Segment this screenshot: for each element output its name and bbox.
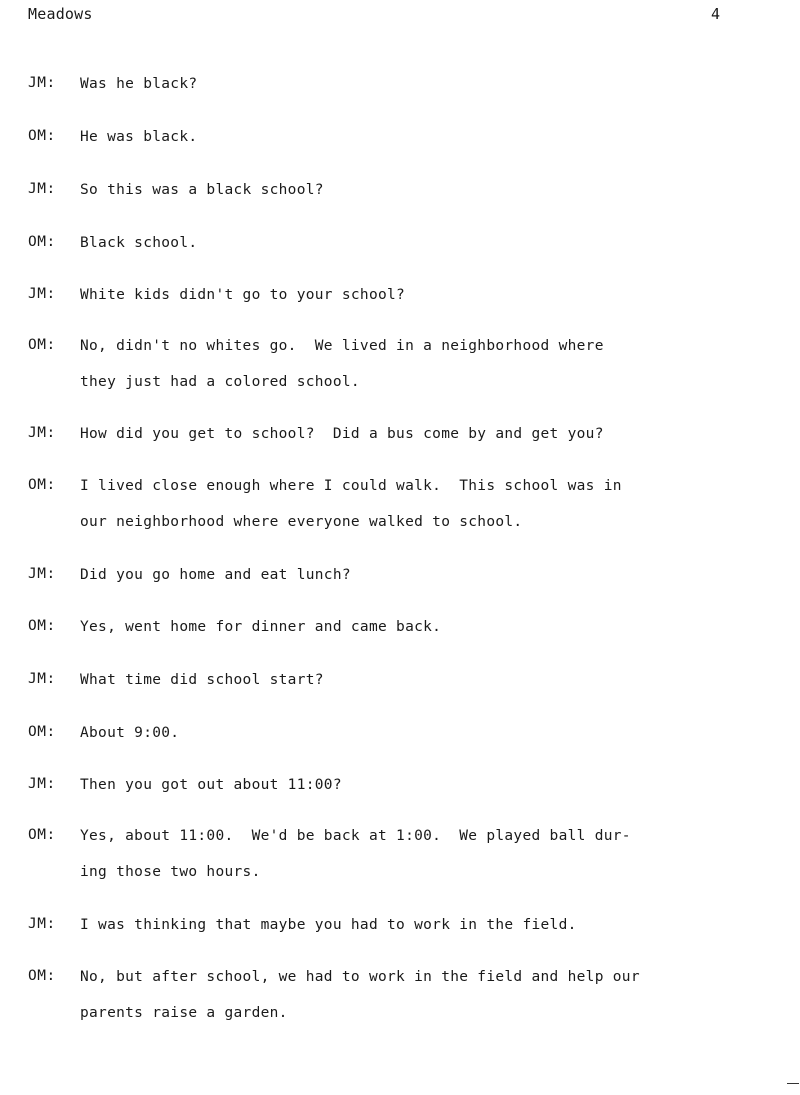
speaker-label: OM:	[28, 128, 56, 144]
header-name: Meadows	[28, 5, 93, 23]
utterance-line: So this was a black school?	[80, 182, 324, 198]
speaker-label: JM:	[28, 286, 56, 302]
utterance-line: Yes, about 11:00. We'd be back at 1:00. We played ball dur-	[80, 828, 631, 844]
utterance-text	[80, 671, 760, 707]
utterance-line: He was black.	[80, 129, 198, 145]
utterance-text	[80, 75, 760, 111]
utterance-line: About 9:00.	[80, 725, 180, 741]
speaker-label: JM:	[28, 425, 56, 441]
utterance-line: Black school.	[80, 235, 198, 251]
speaker-label: OM:	[28, 618, 56, 634]
utterance-line: What time did school start?	[80, 672, 324, 688]
speaker-label: OM:	[28, 827, 56, 843]
utterance-line: I lived close enough where I could walk. This school was in	[80, 478, 622, 494]
speaker-label: JM:	[28, 75, 56, 91]
speaker-label: JM:	[28, 776, 56, 792]
utterance-text	[80, 968, 760, 1040]
utterance-line: Yes, went home for dinner and came back.	[80, 619, 442, 635]
utterance-text	[80, 337, 760, 409]
speaker-label: JM:	[28, 181, 56, 197]
speaker-label: JM:	[28, 671, 56, 687]
utterance-text	[80, 477, 760, 549]
utterance-line: parents raise a garden.	[80, 1005, 288, 1021]
utterance-text	[80, 566, 760, 602]
utterance-line: Then you got out about 11:00?	[80, 777, 342, 793]
utterance-line: No, but after school, we had to work in the field and help our	[80, 969, 640, 985]
utterance-text	[80, 128, 760, 164]
utterance-text	[80, 286, 760, 322]
utterance-line: they just had a colored school.	[80, 374, 360, 390]
utterance-line: White kids didn't go to your school?	[80, 287, 406, 303]
margin-mark	[787, 1083, 799, 1084]
utterance-line: our neighborhood where everyone walked to school.	[80, 514, 523, 530]
utterance-text	[80, 724, 760, 760]
utterance-line: No, didn't no whites go. We lived in a neighborhood where	[80, 338, 604, 354]
utterance-line: Did you go home and eat lunch?	[80, 567, 351, 583]
utterance-line: Was he black?	[80, 76, 198, 92]
utterance-text	[80, 776, 760, 812]
speaker-label: OM:	[28, 337, 56, 353]
utterance-line: I was thinking that maybe you had to work in the field.	[80, 917, 577, 933]
speaker-label: OM:	[28, 477, 56, 493]
utterance-line: ing those two hours.	[80, 864, 261, 880]
speaker-label: JM:	[28, 566, 56, 582]
speaker-label: OM:	[28, 724, 56, 740]
utterance-text	[80, 827, 760, 899]
page-number: 4	[711, 5, 721, 23]
speaker-label: OM:	[28, 234, 56, 250]
utterance-line: How did you get to school? Did a bus come by and get you?	[80, 426, 604, 442]
utterance-text	[80, 181, 760, 217]
speaker-label: JM:	[28, 916, 56, 932]
utterance-text	[80, 234, 760, 270]
utterance-text	[80, 618, 760, 654]
utterance-text	[80, 916, 760, 952]
speaker-label: OM:	[28, 968, 56, 984]
utterance-text	[80, 425, 760, 461]
